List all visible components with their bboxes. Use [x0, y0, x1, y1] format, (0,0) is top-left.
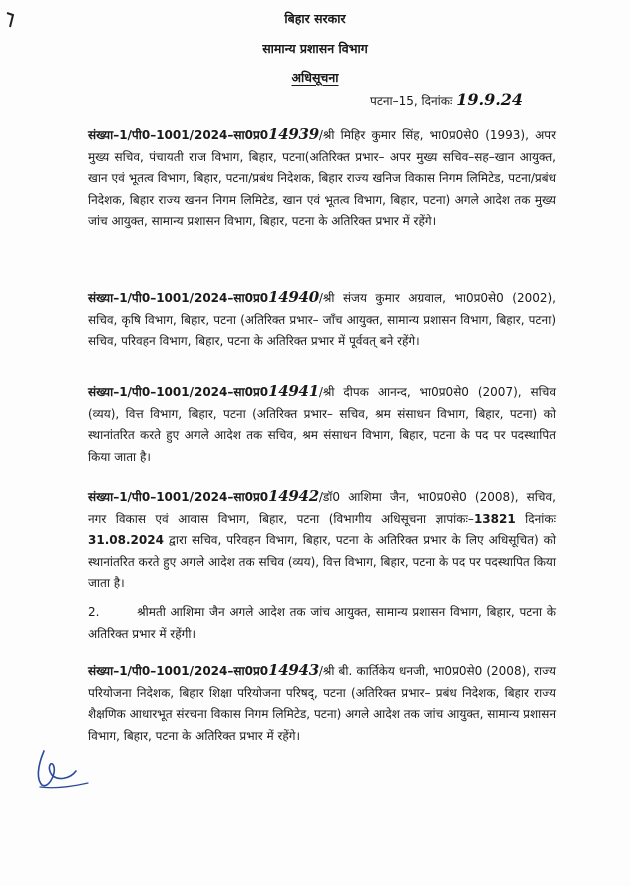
reference-number: 14939	[268, 125, 319, 143]
place-date	[370, 90, 523, 109]
reference-number: 14940	[268, 288, 319, 306]
notice-paragraph	[88, 124, 556, 233]
reference-prefix: संख्या–1/पी0–1001/2024–सा0प्र0	[88, 385, 269, 399]
notice-point	[88, 602, 556, 645]
point-number: 2.	[88, 605, 100, 619]
notice-body: द्वारा सचिव, परिवहन विभाग, बिहार, पटना के अतिरिक्त प्रभार के लिए अधिसूचित) को स्थानांतरित करते हुए अगले आदेश तक सचिव (व्यय), वित्त विभाग, बिहार, पटना के पद पर पदस्थापित किया जाता है।	[88, 533, 556, 590]
reference-number: 14942	[268, 487, 319, 505]
handwritten-date: 19.9.24	[456, 90, 524, 109]
notice-paragraph	[88, 660, 556, 747]
reference-prefix: संख्या–1/पी0–1001/2024–सा0प्र0	[88, 128, 269, 142]
reference-prefix: संख्या–1/पी0–1001/2024–सा0प्र0	[88, 664, 269, 678]
date-prefix: पटना–15, दिनांकः	[370, 94, 453, 108]
notice-paragraph	[88, 381, 556, 468]
notice-body: /श्री संजय कुमार अग्रवाल, भा0प्र0से0 (2002), सचिव, कृषि विभाग, बिहार, पटना (अतिरिक्त प्रभार– जाँच आयुक्त, सामान्य प्रशासन विभाग, बिहार, पटना) सचिव, परिवहन विभाग, बिहार, पटना के अतिरिक्त प्रभार में पूर्ववत् बने रहेंगे।	[88, 291, 556, 348]
notice-body: /श्री बी. कार्तिकेय धनजी, भा0प्र0से0 (2008), राज्य परियोजना निदेशक, बिहार शिक्षा परियोजना परिषद्, पटना (अतिरिक्त प्रभार– प्रबंध निदेशक, बिहार राज्य शैक्षणिक आधारभूत संरचना विकास निगम लिमिटेड, पटना) अगले आदेश तक जांच आयुक्त, सामान्य प्रशासन विभाग, बिहार, पटना के अतिरिक्त प्रभार में रहेंगे।	[88, 664, 556, 743]
reference-number: 14941	[268, 382, 319, 400]
memo-date: 31.08.2024	[88, 533, 164, 547]
notice-paragraph	[88, 486, 556, 595]
reference-prefix: संख्या–1/पी0–1001/2024–सा0प्र0	[88, 490, 269, 504]
notice-body: /श्री दीपक आनन्द, भा0प्र0से0 (2007), सचिव (व्यय), वित्त विभाग, बिहार, पटना (अतिरिक्त प्रभार– सचिव, श्रम संसाधन विभाग, बिहार, पटना) को स्थानांतरित करते हुए अगले आदेश तक सचिव, श्रम संसाधन विभाग, बिहार, पटना के पद पर पदस्थापित किया जाता है।	[88, 385, 556, 464]
notice-body: /डॉ0 आशिमा जैन, भा0प्र0से0 (2008), सचिव, नगर विकास एवं आवास विभाग, बिहार, पटना (विभागीय अधिसूचना ज्ञापांकः–	[88, 490, 556, 526]
government-name: बिहार सरकार	[284, 11, 346, 26]
notice-paragraph	[88, 287, 556, 353]
signature-scribble-icon	[30, 745, 110, 793]
memo-number: 13821	[473, 511, 516, 526]
reference-number: 14943	[268, 661, 319, 679]
notice-body: श्रीमती आशिमा जैन अगले आदेश तक जांच आयुक्त, सामान्य प्रशासन विभाग, बिहार, पटना के अतिरिक्त प्रभार में रहेंगी।	[88, 605, 556, 641]
notice-body: /श्री मिहिर कुमार सिंह, भा0प्र0से0 (1993), अपर मुख्य सचिव, पंचायती राज विभाग, बिहार, पटना(अतिरिक्त प्रभार– अपर मुख्य सचिव–सह–खान आयुक्त, खान एवं भूतत्व विभाग, बिहार, पटना/प्रबंध निदेशक, बिहार राज्य खनिज विकास निगम लिमिटेड, पटना/प्रबंध निदेशक, बिहार राज्य खनन निगम लिमिटेड, खान एवं भूतत्व विभाग, बिहार, पटना) अगले आदेश तक मुख्य जांच आयुक्त, सामान्य प्रशासन विभाग, बिहार, पटना के अतिरिक्त प्रभार में रहेंगे।	[88, 128, 556, 228]
department-name: सामान्य प्रशासन विभाग	[262, 41, 368, 56]
document-title: अधिसूचना	[291, 70, 339, 85]
notice-body: दिनांकः	[515, 511, 557, 526]
reference-prefix: संख्या–1/पी0–1001/2024–सा0प्र0	[88, 291, 269, 305]
